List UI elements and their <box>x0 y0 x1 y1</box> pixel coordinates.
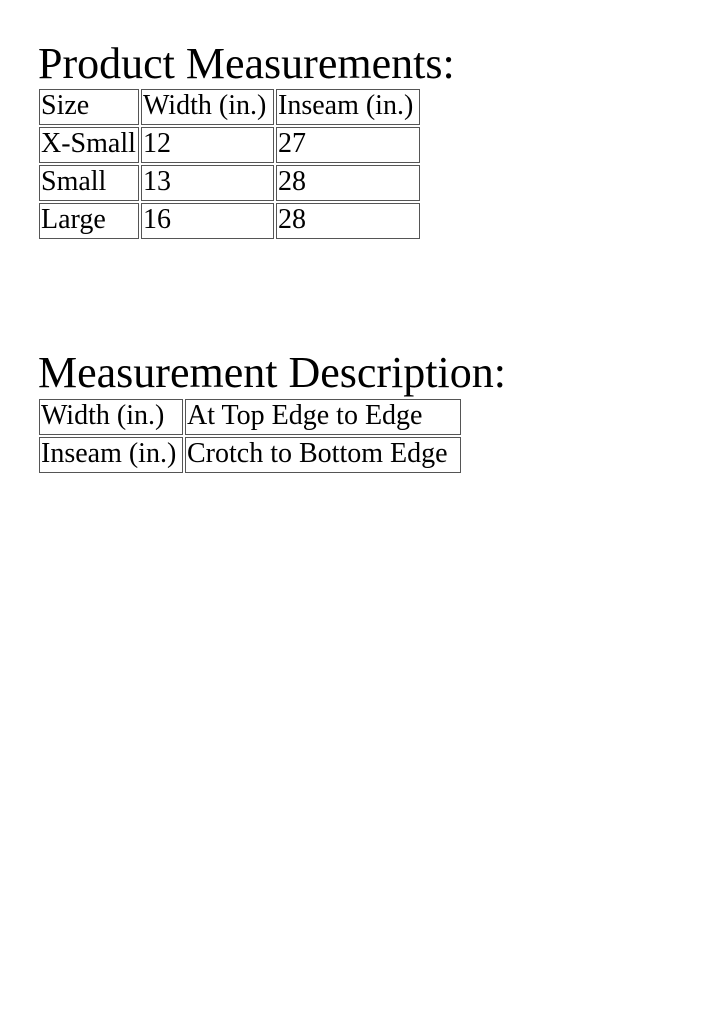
product-measurements-table <box>37 87 422 241</box>
table-cell: Width (in.) <box>39 399 183 435</box>
table-cell: 28 <box>276 203 420 239</box>
product-measurements-title: Product Measurements: <box>38 39 455 88</box>
table-cell: X-Small <box>39 127 139 163</box>
table-cell: 13 <box>141 165 274 201</box>
measurement-description-table <box>37 397 463 475</box>
table-cell: 27 <box>276 127 420 163</box>
table-row <box>39 399 461 435</box>
table-header-cell: Inseam (in.) <box>276 89 420 125</box>
table-cell: 16 <box>141 203 274 239</box>
table-cell: Large <box>39 203 139 239</box>
table-row <box>39 203 420 239</box>
table-header-row <box>39 89 420 125</box>
table-cell: Crotch to Bottom Edge <box>185 437 461 473</box>
table-cell: 28 <box>276 165 420 201</box>
table-cell: Small <box>39 165 139 201</box>
table-row <box>39 165 420 201</box>
table-row <box>39 127 420 163</box>
table-header-cell: Width (in.) <box>141 89 274 125</box>
table-cell: At Top Edge to Edge <box>185 399 461 435</box>
measurement-description-title: Measurement Description: <box>38 348 506 397</box>
table-cell: Inseam (in.) <box>39 437 183 473</box>
table-header-cell: Size <box>39 89 139 125</box>
table-row <box>39 437 461 473</box>
table-cell: 12 <box>141 127 274 163</box>
